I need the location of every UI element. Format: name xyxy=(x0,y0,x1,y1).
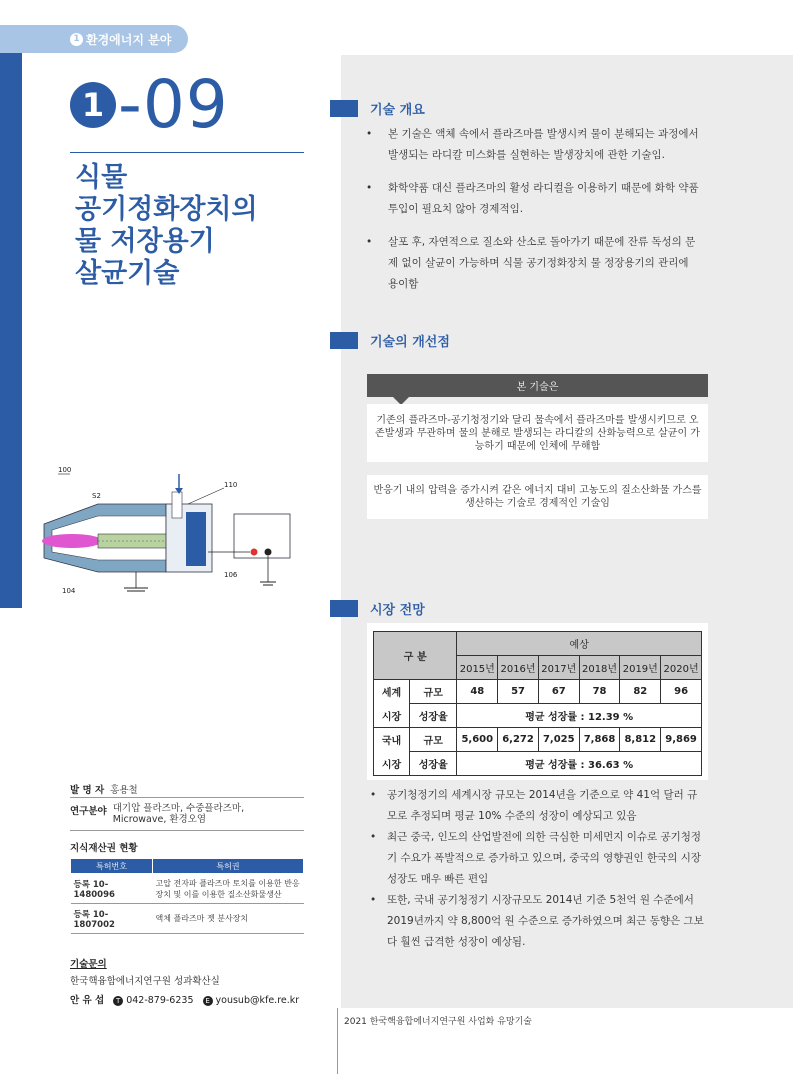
patent-col: 특허권 xyxy=(153,859,304,874)
year-header: 2015년 xyxy=(457,656,498,680)
year-header: 2019년 xyxy=(620,656,661,680)
improvement-heading: 기술의 개선점 xyxy=(330,331,450,350)
table-cell: 48 xyxy=(457,680,498,704)
list-item: • 공기청정기의 세계시장 규모는 2014년을 기준으로 약 41억 달러 규모로 추정되며 평균 10% 수준의 성장이 예상되고 있음 xyxy=(367,785,707,827)
improvement-box-1: 기존의 플라즈마-공기청정기와 달리 물속에서 플라즈마를 발생시키므로 오존발생과 무관하며 물의 분해로 발생되는 라디칼의 산화능력으로 살균이 가능하기 때문에 인체에 무해함 xyxy=(367,404,708,462)
diagram-label: 104 xyxy=(62,587,76,595)
patent-no: 등록 10-1480096 xyxy=(71,874,153,904)
device-diagram xyxy=(38,462,300,598)
year-header: 2020년 xyxy=(661,656,702,680)
footer-divider xyxy=(337,1008,338,1074)
table-cell: 82 xyxy=(620,680,661,704)
row-sub: 성장율 xyxy=(410,752,457,776)
footer-text: 2021 한국핵융합에너지연구원 사업화 유망기술 xyxy=(344,1017,532,1027)
category-tag xyxy=(0,25,188,53)
tech-title xyxy=(75,162,305,290)
market-list xyxy=(367,785,707,953)
table-cell: 78 xyxy=(579,680,620,704)
category-number: 1 xyxy=(70,33,83,46)
category-label: 환경에너지 분야 xyxy=(86,32,172,47)
col-label: 구 분 xyxy=(374,632,457,680)
row-label: 세계 xyxy=(374,680,410,704)
diagram-label: 106 xyxy=(224,571,238,579)
code-circle: 1 xyxy=(70,82,116,128)
field-row: 연구분야 대기압 플라즈마, 수중플라즈마, Microwave, 환경오염 xyxy=(70,803,245,825)
diagram-label: S2 xyxy=(92,492,101,500)
divider xyxy=(70,830,304,831)
email-icon: E xyxy=(203,996,213,1006)
table-cell: 7,868 xyxy=(579,728,620,752)
inventor-row: 발 명 자 홍용철 xyxy=(70,785,138,796)
code-digits: -09 xyxy=(118,66,229,143)
list-item: • 최근 중국, 인도의 산업발전에 의한 극심한 미세먼지 이슈로 공기청정기 수요가 폭발적으로 증가하고 있으며, 중국의 영향권인 한국의 시장 성장도 매우 빠른 편임 xyxy=(367,827,707,890)
year-header: 2018년 xyxy=(579,656,620,680)
table-cell: 8,812 xyxy=(620,728,661,752)
list-item: • 또한, 국내 공기청정기 시장규모도 2014년 기준 5천억 원 수준에서 2019년까지 약 8,800억 원 수준으로 증가하였으며 최근 동향은 그보다 훨씬 급격한 성장이 예상됨. xyxy=(367,890,707,953)
avg-growth: 평균 성장률 : 12.39 % xyxy=(457,704,702,728)
improvement-box-2: 반응기 내의 압력을 증가시켜 같은 에너지 대비 고농도의 질소산화물 가스를 생산하는 기술로 경제적인 기술임 xyxy=(367,475,708,519)
contact-org: 한국핵융합에너지연구원 성과확산실 xyxy=(70,976,220,987)
list-item: • 살포 후, 자연적으로 질소와 산소로 돌아가기 때문에 잔류 독성의 문제 없이 살균이 가능하며 식물 공기정화장치 물 정장용기의 관리에 용이함 xyxy=(362,232,702,295)
row-sub: 규모 xyxy=(410,680,457,704)
email-link[interactable]: yousub@kfe.re.kr xyxy=(215,995,300,1006)
title-line: 식물 xyxy=(75,162,128,193)
tech-code xyxy=(70,66,229,143)
overview-list xyxy=(362,124,702,307)
table-cell: 7,025 xyxy=(538,728,579,752)
market-heading: 시장 전망 xyxy=(330,599,425,618)
row-label: 시장 xyxy=(374,704,410,728)
table-cell: 57 xyxy=(498,680,539,704)
list-item: • 화학약품 대신 플라즈마의 활성 라디컬을 이용하기 때문에 화학 약품 투입이 필요치 않아 경제적임. xyxy=(362,178,702,220)
list-item: • 본 기술은 액체 속에서 플라즈마를 발생시켜 물이 분해되는 과정에서 발생되는 라디칼 미스화를 실현하는 발생장치에 관한 기술임. xyxy=(362,124,702,166)
row-sub: 규모 xyxy=(410,728,457,752)
diagram-label: 110 xyxy=(224,481,238,489)
year-header: 2016년 xyxy=(498,656,539,680)
avg-growth: 평균 성장률 : 36.63 % xyxy=(457,752,702,776)
left-accent-bar xyxy=(0,53,22,608)
title-line: 물 저장용기 xyxy=(75,226,215,257)
patent-name: 액체 플라즈마 젯 분사장치 xyxy=(153,904,304,934)
title-line: 살균기술 xyxy=(75,258,180,289)
table-cell: 67 xyxy=(538,680,579,704)
improvement-box-head: 본 기술은 xyxy=(367,374,708,397)
patent-no: 등록 10-1807002 xyxy=(71,904,153,934)
patent-col: 특허번호 xyxy=(71,859,153,874)
diagram-label: 100 xyxy=(58,466,72,474)
table-cell: 96 xyxy=(661,680,702,704)
patent-title: 지식재산권 현황 xyxy=(70,843,138,854)
overview-heading: 기술 개요 xyxy=(330,99,425,118)
phone-icon: T xyxy=(113,996,123,1006)
forecast-label: 예상 xyxy=(457,632,702,656)
table-cell: 9,869 xyxy=(661,728,702,752)
title-line: 공기정화장치의 xyxy=(75,194,258,225)
market-table xyxy=(373,631,702,776)
table-cell: 5,600 xyxy=(457,728,498,752)
row-label: 국내 xyxy=(374,728,410,752)
contact-info: 안 유 섭 T 042-879-6235 E yousub@kfe.re.kr xyxy=(70,995,300,1006)
market-table-wrap xyxy=(367,623,708,780)
title-rule xyxy=(70,152,304,153)
row-label: 시장 xyxy=(374,752,410,776)
divider xyxy=(70,797,304,798)
row-sub: 성장율 xyxy=(410,704,457,728)
patent-name: 고압 전자파 플라즈마 토치를 이용한 반응장치 및 이를 이용한 질소산화물생산 xyxy=(153,874,304,904)
contact-title: 기술문의 xyxy=(70,959,107,970)
table-cell: 6,272 xyxy=(498,728,539,752)
patent-table xyxy=(70,858,304,934)
year-header: 2017년 xyxy=(538,656,579,680)
